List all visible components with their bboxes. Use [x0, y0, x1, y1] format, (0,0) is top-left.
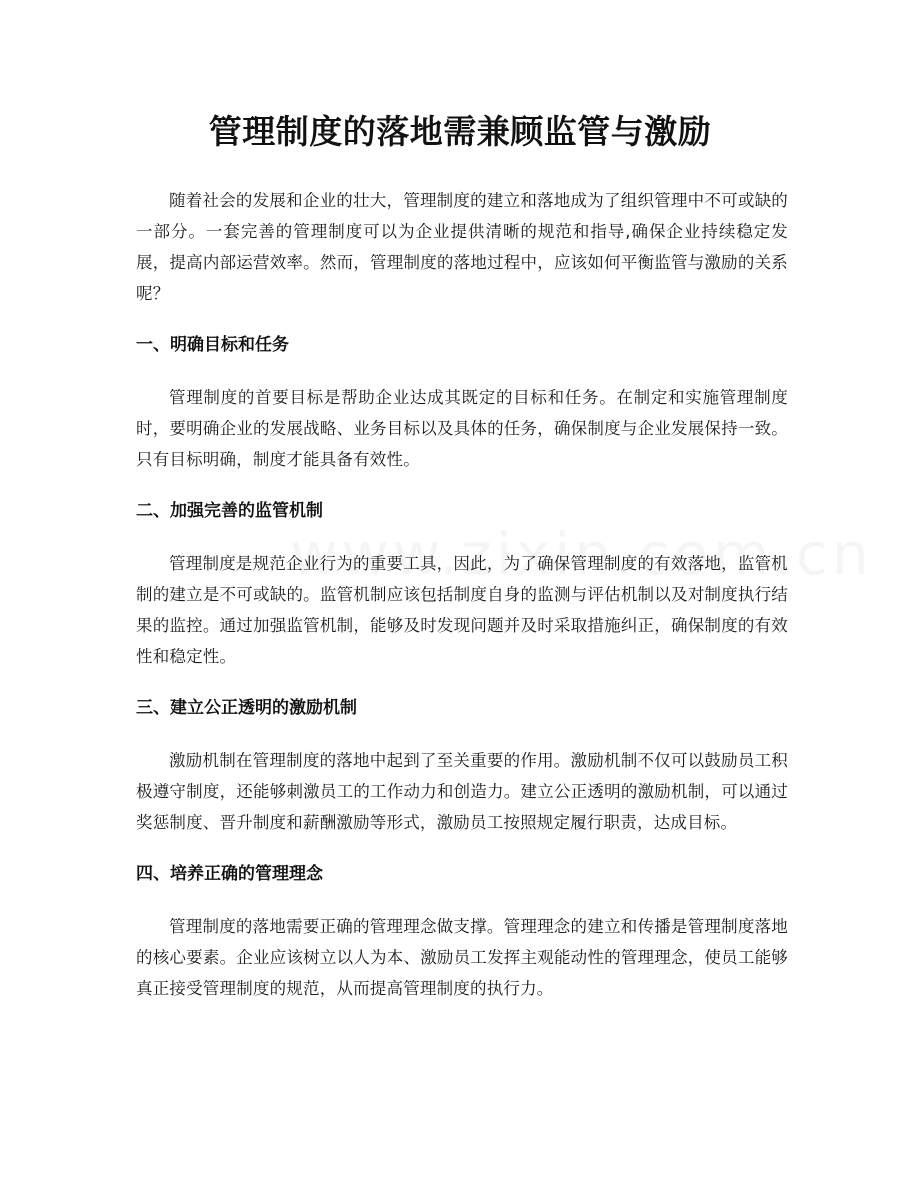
section-heading-3: 三、建立公正透明的激励机制 — [136, 698, 357, 718]
document-title: 管理制度的落地需兼顾监管与激励 — [208, 112, 712, 151]
section-heading-1: 一、明确目标和任务 — [136, 335, 289, 355]
section-heading-2: 二、加强完善的监管机制 — [136, 501, 323, 521]
section-paragraph-4: 管理制度的落地需要正确的管理理念做支撑。管理理念的建立和传播是管理制度落地的核心要素。企业应该树立以人为本、激励员工发挥主观能动性的管理理念，使员工能够真正接受管理制度的规范，从而提高管理制度的执行力。 — [136, 917, 788, 998]
section-heading-4: 四、培养正确的管理理念 — [136, 864, 323, 884]
section-paragraph-2: 管理制度是规范企业行为的重要工具，因此，为了确保管理制度的有效落地，监管机制的建立是不可或缺的。监管机制应该包括制度自身的监测与评估机制以及对制度执行结果的监控。通过加强监管机制，能够及时发现问题并及时采取措施纠正，确保制度的有效性和稳定性。 — [136, 554, 788, 666]
intro-paragraph: 随着社会的发展和企业的壮大，管理制度的建立和落地成为了组织管理中不可或缺的一部分。一套完善的管理制度可以为企业提供清晰的规范和指导,确保企业持续稳定发展，提高内部运营效率。然而，管理制度的落地过程中，应该如何平衡监管与激励的关系呢？ — [136, 191, 788, 303]
document-body — [136, 185, 788, 1025]
section-paragraph-3: 激励机制在管理制度的落地中起到了至关重要的作用。激励机制不仅可以鼓励员工积极遵守制度，还能够刺激员工的工作动力和创造力。建立公正透明的激励机制，可以通过奖惩制度、晋升制度和薪酬激励等形式，激励员工按照规定履行职责，达成目标。 — [136, 751, 788, 832]
section-paragraph-1: 管理制度的首要目标是帮助企业达成其既定的目标和任务。在制定和实施管理制度时，要明确企业的发展战略、业务目标以及具体的任务，确保制度与企业发展保持一致。只有目标明确，制度才能具备有效性。 — [136, 388, 788, 469]
